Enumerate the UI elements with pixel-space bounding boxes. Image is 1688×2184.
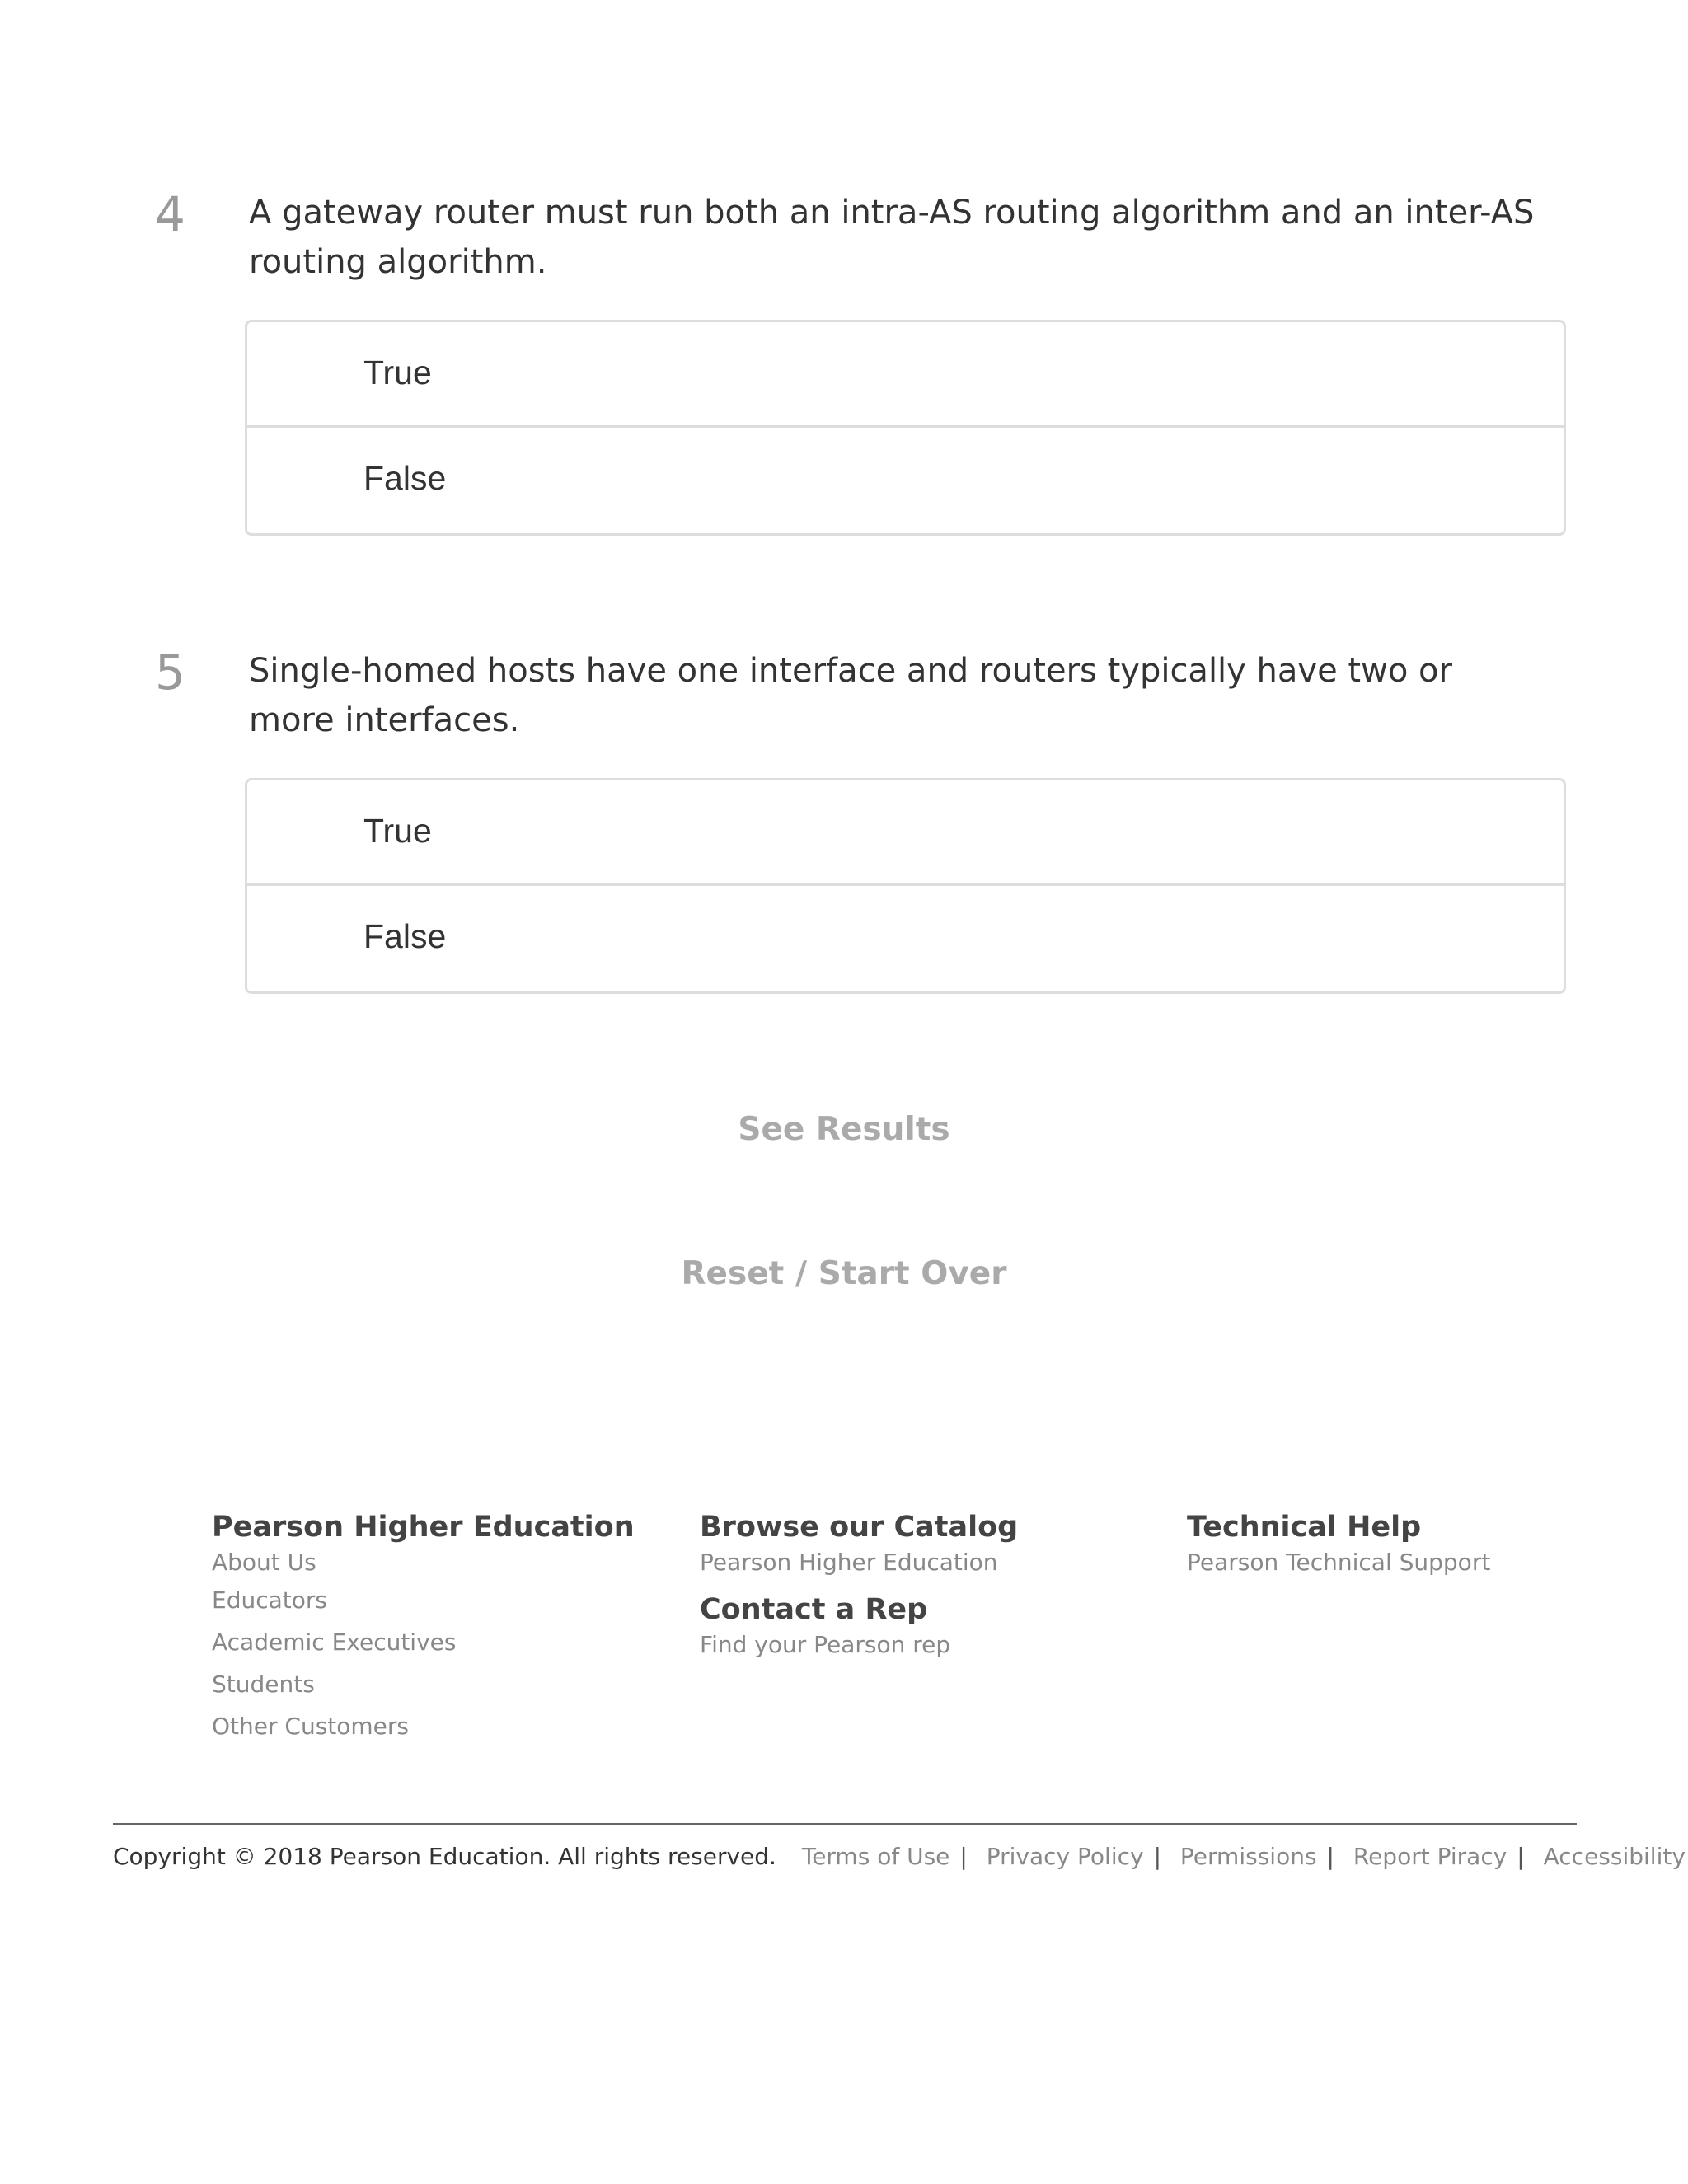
option-false[interactable]	[247, 886, 1564, 991]
question-number: 4	[155, 186, 185, 242]
report-piracy-link[interactable]: Report Piracy	[1353, 1843, 1507, 1870]
permissions-link[interactable]: Permissions	[1179, 1843, 1317, 1870]
option-true[interactable]	[247, 322, 1564, 428]
option-label: True	[363, 812, 432, 850]
accessibility-link[interactable]: Accessibility	[1543, 1843, 1686, 1870]
question-text: Single-homed hosts have one interface and routers typically have two or more interfaces.	[249, 652, 1452, 739]
option-label: True	[363, 354, 432, 391]
footer-heading: Contact a Rep	[700, 1593, 928, 1626]
footer-link-academic-executives[interactable]: Academic Executives	[212, 1629, 457, 1656]
footer-link-technical-support[interactable]: Pearson Technical Support	[1187, 1549, 1491, 1576]
see-results-button[interactable]: See Results	[738, 1111, 950, 1148]
footer-heading: Technical Help	[1187, 1511, 1422, 1544]
separator: |	[1326, 1843, 1334, 1870]
footer-link-catalog[interactable]: Pearson Higher Education	[700, 1549, 998, 1576]
option-true[interactable]	[247, 780, 1564, 886]
reset-button[interactable]: Reset / Start Over	[681, 1255, 1007, 1292]
legal-bar	[113, 1838, 1686, 1876]
footer-link-students[interactable]: Students	[212, 1671, 315, 1698]
footer-divider	[113, 1823, 1577, 1825]
terms-of-use-link[interactable]: Terms of Use	[801, 1843, 950, 1870]
separator: |	[1517, 1843, 1525, 1870]
option-label: False	[363, 459, 447, 497]
footer-link-other-customers[interactable]: Other Customers	[212, 1713, 409, 1740]
footer-link-educators[interactable]: Educators	[212, 1586, 327, 1614]
footer-link-about-us[interactable]: About Us	[212, 1549, 316, 1576]
separator: |	[1153, 1843, 1162, 1870]
footer-heading: Pearson Higher Education	[212, 1511, 635, 1544]
answer-options	[245, 778, 1566, 994]
answer-options	[245, 320, 1566, 536]
footer-heading: Browse our Catalog	[700, 1511, 1019, 1544]
footer-col-catalog	[700, 1508, 1161, 1661]
footer-col-technical	[1187, 1508, 1648, 1579]
question-text: A gateway router must run both an intra-AS routing algorithm and an inter-AS routing algorithm.	[249, 194, 1535, 281]
footer-link-find-rep[interactable]: Find your Pearson rep	[700, 1631, 951, 1658]
option-label: False	[363, 917, 447, 955]
copyright-text: Copyright © 2018 Pearson Education. All rights reserved.	[113, 1843, 776, 1870]
privacy-policy-link[interactable]: Privacy Policy	[986, 1843, 1144, 1870]
option-false[interactable]	[247, 428, 1564, 533]
footer-col-company	[212, 1508, 673, 1747]
separator: |	[959, 1843, 968, 1870]
question-number: 5	[155, 644, 185, 701]
